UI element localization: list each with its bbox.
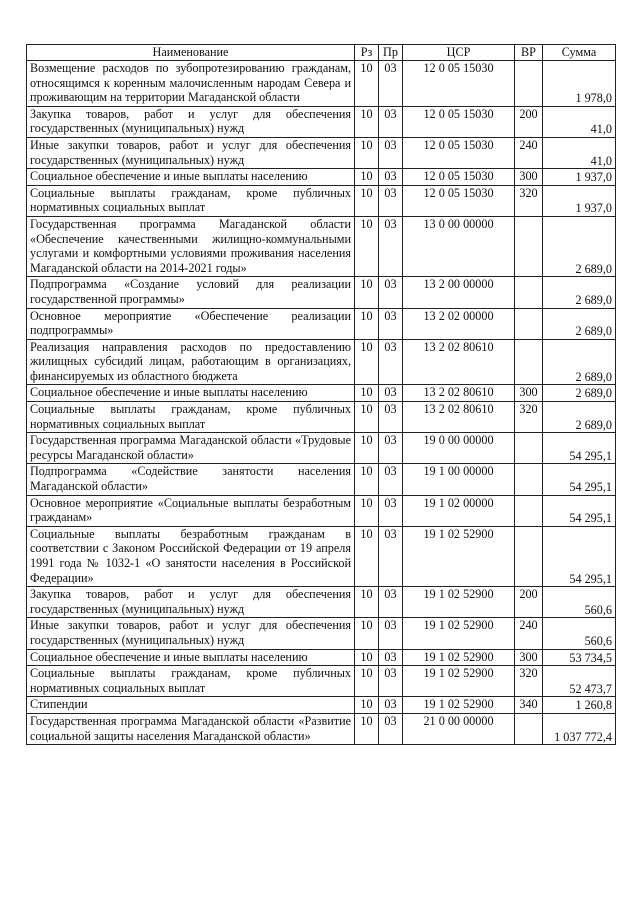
cell-pr: 03: [379, 106, 403, 137]
cell-vr: [515, 526, 543, 586]
cell-vr: [515, 433, 543, 464]
cell-rz: 10: [355, 666, 379, 697]
cell-pr: 03: [379, 277, 403, 308]
cell-pr: 03: [379, 137, 403, 168]
cell-csr: 19 0 00 00000: [403, 433, 515, 464]
table-row: [27, 713, 616, 744]
table-row: [27, 106, 616, 137]
cell-csr: 19 1 02 52900: [403, 649, 515, 666]
cell-name: Иные закупки товаров, работ и услуг для обеспечения государственных (муниципальных) нужд: [27, 137, 355, 168]
cell-vr: 200: [515, 587, 543, 618]
cell-sum: 2 689,0: [543, 402, 616, 433]
cell-pr: 03: [379, 339, 403, 385]
cell-rz: 10: [355, 339, 379, 385]
cell-vr: 300: [515, 385, 543, 402]
cell-name: Реализация направления расходов по предоставлению жилищных субсидий лицам, работающим в организациях, финансируемых из областного бюджета: [27, 339, 355, 385]
cell-sum: 2 689,0: [543, 277, 616, 308]
cell-pr: 03: [379, 618, 403, 649]
cell-name: Основное мероприятие «Обеспечение реализации подпрограммы»: [27, 308, 355, 339]
cell-rz: 10: [355, 526, 379, 586]
table-row: [27, 666, 616, 697]
cell-sum: 53 734,5: [543, 649, 616, 666]
cell-name: Подпрограмма «Содействие занятости населения Магаданской области»: [27, 464, 355, 495]
cell-sum: 1 937,0: [543, 169, 616, 186]
cell-csr: 13 2 02 00000: [403, 308, 515, 339]
cell-sum: 1 978,0: [543, 61, 616, 107]
cell-vr: 240: [515, 618, 543, 649]
cell-vr: 320: [515, 185, 543, 216]
cell-rz: 10: [355, 185, 379, 216]
cell-name: Иные закупки товаров, работ и услуг для обеспечения государственных (муниципальных) нужд: [27, 618, 355, 649]
cell-vr: [515, 495, 543, 526]
cell-name: Социальное обеспечение и иные выплаты населению: [27, 385, 355, 402]
cell-pr: 03: [379, 169, 403, 186]
cell-rz: 10: [355, 169, 379, 186]
cell-name: Возмещение расходов по зубопротезированию гражданам, относящимся к коренным малочисленным народам Севера и проживающим на территории Магаданской области: [27, 61, 355, 107]
cell-sum: 2 689,0: [543, 339, 616, 385]
cell-vr: 340: [515, 697, 543, 714]
cell-name: Основное мероприятие «Социальные выплаты безработным гражданам»: [27, 495, 355, 526]
cell-vr: 300: [515, 169, 543, 186]
cell-rz: 10: [355, 61, 379, 107]
cell-rz: 10: [355, 216, 379, 276]
cell-sum: 2 689,0: [543, 385, 616, 402]
cell-rz: 10: [355, 433, 379, 464]
cell-pr: 03: [379, 495, 403, 526]
cell-sum: 54 295,1: [543, 433, 616, 464]
header-csr: ЦСР: [403, 45, 515, 61]
cell-csr: 12 0 05 15030: [403, 185, 515, 216]
cell-name: Социальное обеспечение и иные выплаты населению: [27, 169, 355, 186]
cell-vr: 300: [515, 649, 543, 666]
cell-csr: 13 2 00 00000: [403, 277, 515, 308]
budget-table-sheet: [26, 44, 615, 745]
cell-rz: 10: [355, 277, 379, 308]
cell-pr: 03: [379, 61, 403, 107]
cell-vr: [515, 216, 543, 276]
cell-rz: 10: [355, 137, 379, 168]
cell-vr: [515, 464, 543, 495]
cell-rz: 10: [355, 697, 379, 714]
cell-name: Социальные выплаты безработным гражданам в соответствии с Законом Российской Федерации от 19 апреля 1991 года № 1032-1 «О занятости населения в Российской Федерации»: [27, 526, 355, 586]
cell-vr: 240: [515, 137, 543, 168]
cell-rz: 10: [355, 308, 379, 339]
cell-name: Социальные выплаты гражданам, кроме публичных нормативных социальных выплат: [27, 185, 355, 216]
cell-vr: [515, 277, 543, 308]
cell-sum: 1 260,8: [543, 697, 616, 714]
cell-rz: 10: [355, 618, 379, 649]
table-row: [27, 339, 616, 385]
cell-pr: 03: [379, 308, 403, 339]
table-row: [27, 618, 616, 649]
cell-sum: 41,0: [543, 106, 616, 137]
table-row: [27, 61, 616, 107]
cell-vr: [515, 61, 543, 107]
cell-pr: 03: [379, 385, 403, 402]
cell-csr: 12 0 05 15030: [403, 169, 515, 186]
cell-name: Социальные выплаты гражданам, кроме публичных нормативных социальных выплат: [27, 402, 355, 433]
cell-sum: 54 295,1: [543, 526, 616, 586]
cell-name: Закупка товаров, работ и услуг для обеспечения государственных (муниципальных) нужд: [27, 106, 355, 137]
table-row: [27, 526, 616, 586]
cell-pr: 03: [379, 216, 403, 276]
cell-sum: 2 689,0: [543, 216, 616, 276]
cell-csr: 19 1 00 00000: [403, 464, 515, 495]
cell-csr: 19 1 02 52900: [403, 666, 515, 697]
cell-pr: 03: [379, 587, 403, 618]
cell-pr: 03: [379, 649, 403, 666]
cell-rz: 10: [355, 649, 379, 666]
table-row: [27, 308, 616, 339]
cell-csr: 19 1 02 52900: [403, 618, 515, 649]
cell-vr: 320: [515, 402, 543, 433]
cell-sum: 54 295,1: [543, 495, 616, 526]
cell-vr: [515, 713, 543, 744]
cell-rz: 10: [355, 106, 379, 137]
table-row: [27, 464, 616, 495]
cell-rz: 10: [355, 464, 379, 495]
cell-pr: 03: [379, 433, 403, 464]
cell-csr: 19 1 02 52900: [403, 526, 515, 586]
table-row: [27, 385, 616, 402]
table-body: [27, 61, 616, 745]
cell-vr: 200: [515, 106, 543, 137]
cell-sum: 2 689,0: [543, 308, 616, 339]
cell-pr: 03: [379, 713, 403, 744]
cell-sum: 560,6: [543, 618, 616, 649]
cell-pr: 03: [379, 526, 403, 586]
cell-sum: 54 295,1: [543, 464, 616, 495]
cell-vr: 320: [515, 666, 543, 697]
table-row: [27, 697, 616, 714]
cell-name: Подпрограмма «Создание условий для реализации государственной программы»: [27, 277, 355, 308]
cell-rz: 10: [355, 402, 379, 433]
cell-csr: 13 2 02 80610: [403, 339, 515, 385]
cell-sum: 41,0: [543, 137, 616, 168]
table-row: [27, 433, 616, 464]
cell-rz: 10: [355, 495, 379, 526]
cell-name: Закупка товаров, работ и услуг для обеспечения государственных (муниципальных) нужд: [27, 587, 355, 618]
cell-csr: 19 1 02 00000: [403, 495, 515, 526]
cell-rz: 10: [355, 587, 379, 618]
cell-csr: 12 0 05 15030: [403, 106, 515, 137]
cell-vr: [515, 339, 543, 385]
table-header-row: [27, 45, 616, 61]
table-row: [27, 169, 616, 186]
cell-pr: 03: [379, 402, 403, 433]
cell-csr: 13 2 02 80610: [403, 402, 515, 433]
cell-rz: 10: [355, 385, 379, 402]
table-row: [27, 649, 616, 666]
table-row: [27, 185, 616, 216]
cell-name: Государственная программа Магаданской области «Обеспечение качественными жилищно-коммунальными услугами и комфортными условиями проживания населения Магаданской области на 2014-2021 годы»: [27, 216, 355, 276]
table-row: [27, 495, 616, 526]
cell-sum: 1 937,0: [543, 185, 616, 216]
cell-pr: 03: [379, 697, 403, 714]
cell-csr: 12 0 05 15030: [403, 137, 515, 168]
cell-rz: 10: [355, 713, 379, 744]
budget-table: [26, 44, 616, 745]
cell-pr: 03: [379, 185, 403, 216]
cell-csr: 13 0 00 00000: [403, 216, 515, 276]
header-sum: Сумма: [543, 45, 616, 61]
cell-sum: 1 037 772,4: [543, 713, 616, 744]
cell-csr: 19 1 02 52900: [403, 587, 515, 618]
table-row: [27, 216, 616, 276]
cell-csr: 12 0 05 15030: [403, 61, 515, 107]
table-row: [27, 137, 616, 168]
cell-csr: 19 1 02 52900: [403, 697, 515, 714]
cell-pr: 03: [379, 464, 403, 495]
cell-csr: 21 0 00 00000: [403, 713, 515, 744]
cell-name: Стипендии: [27, 697, 355, 714]
cell-csr: 13 2 02 80610: [403, 385, 515, 402]
cell-sum: 52 473,7: [543, 666, 616, 697]
cell-name: Государственная программа Магаданской области «Трудовые ресурсы Магаданской области»: [27, 433, 355, 464]
header-vr: ВР: [515, 45, 543, 61]
cell-vr: [515, 308, 543, 339]
table-row: [27, 277, 616, 308]
cell-sum: 560,6: [543, 587, 616, 618]
cell-name: Социальное обеспечение и иные выплаты населению: [27, 649, 355, 666]
table-row: [27, 402, 616, 433]
header-rz: Рз: [355, 45, 379, 61]
cell-pr: 03: [379, 666, 403, 697]
cell-name: Социальные выплаты гражданам, кроме публичных нормативных социальных выплат: [27, 666, 355, 697]
cell-name: Государственная программа Магаданской области «Развитие социальной защиты населения Магаданской области»: [27, 713, 355, 744]
header-pr: Пр: [379, 45, 403, 61]
header-name: Наименование: [27, 45, 355, 61]
table-row: [27, 587, 616, 618]
